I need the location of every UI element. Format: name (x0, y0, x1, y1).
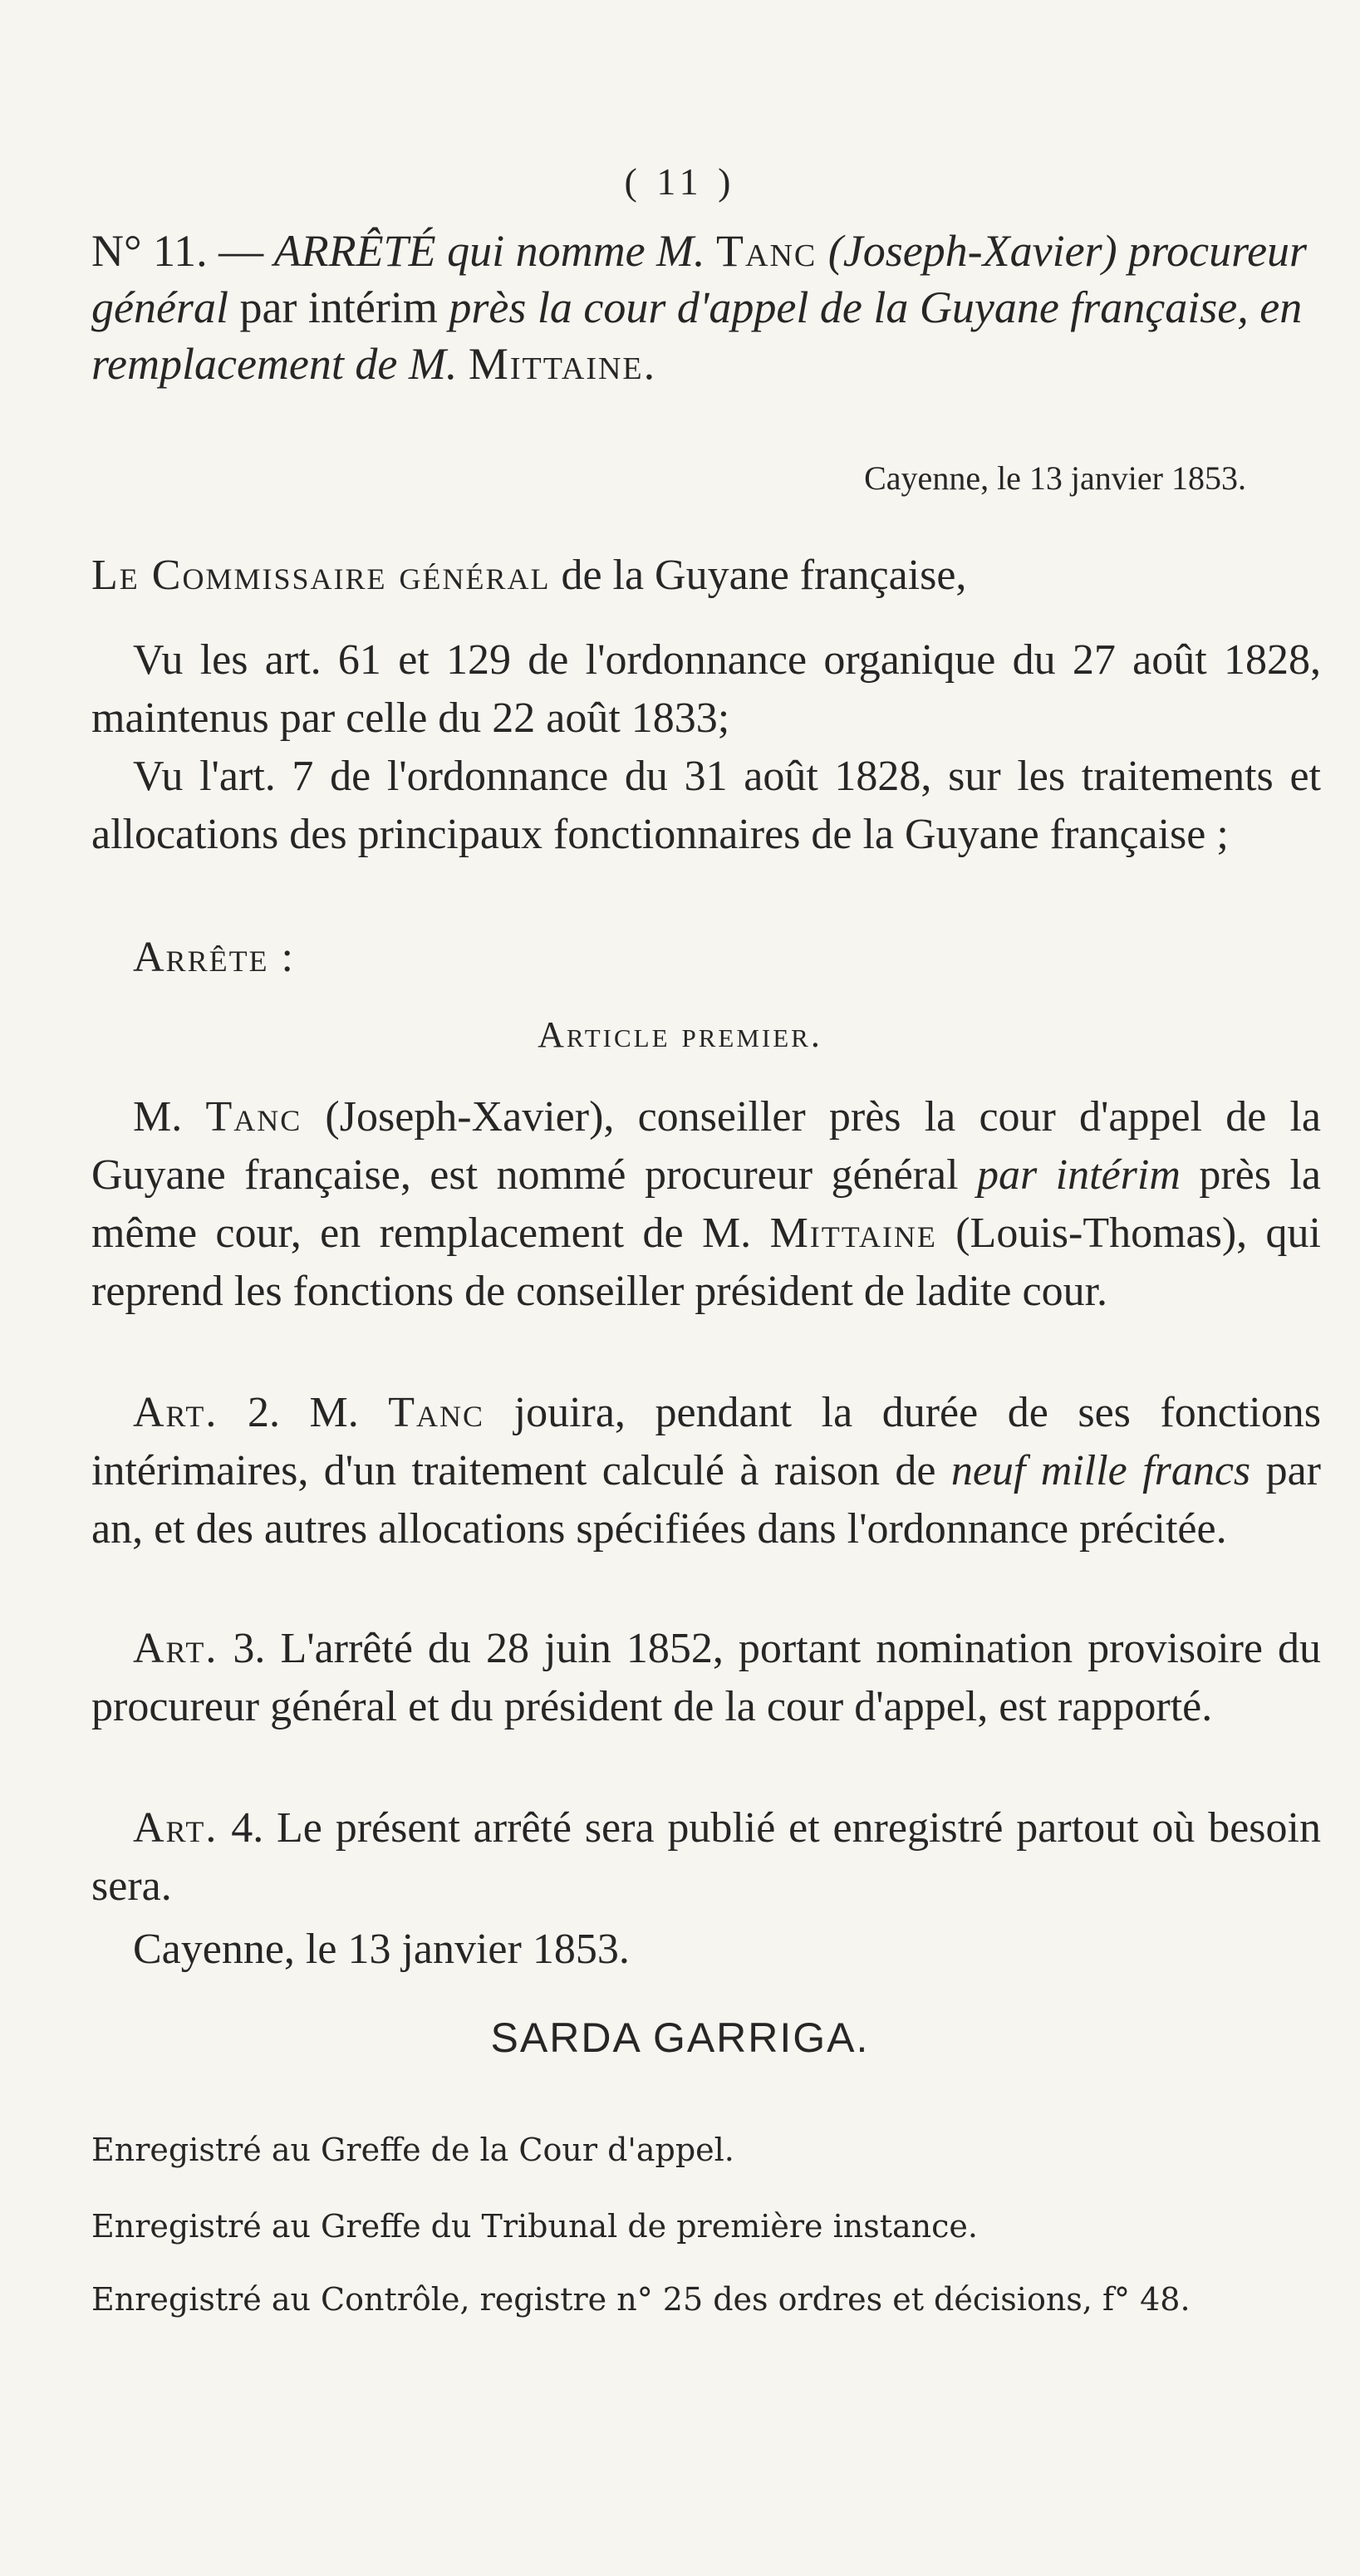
vu-paragraph-2: Vu l'art. 7 de l'ordonnance du 31 août 1828, sur les traitements et allocations des principaux fonctionnaires de la Guyane française ; (91, 753, 1321, 858)
commissaire-rest: de la Guyane française, (550, 552, 967, 599)
decree-number: N° 11. — (91, 226, 264, 276)
signature: SARDA GARRIGA. (490, 2014, 870, 2061)
art1-text-3: près la même cour, en remplacement de M. (91, 1151, 1321, 1257)
art4-text: 4. Le présent arrêté sera publié et enregistré partout où besoin sera. (91, 1804, 1321, 1910)
art2-name: Tanc (388, 1389, 485, 1436)
article-2 (91, 1384, 1321, 1558)
heading-text-2: (Joseph-Xavier) procureur général (91, 226, 1308, 332)
heading-name-2: Mittaine (468, 339, 644, 389)
art1-text-1: M. (133, 1093, 206, 1141)
footer-line-2: Enregistré au Greffe du Tribunal de première instance. (91, 2208, 978, 2245)
decree-heading (91, 223, 1321, 392)
page-number: ( 11 ) (624, 160, 736, 203)
article-4 (91, 1799, 1321, 1916)
art1-name-2: Mittaine (769, 1209, 937, 1257)
art1-text-4: (Louis-Thomas), qui reprend les fonctions de conseiller président de ladite cour. (91, 1209, 1321, 1315)
article-3 (91, 1620, 1321, 1736)
closing-date: Cayenne, le 13 janvier 1853. (133, 1926, 630, 1973)
heading-text-4: près la cour d'appel de la Guyane française, en remplacement de M. (91, 282, 1303, 389)
art2-text-3: par an, et des autres allocations spécifiées dans l'ordonnance précitée. (91, 1447, 1321, 1553)
art3-label: Art. (133, 1625, 218, 1672)
heading-text-1: ARRÊTÉ qui nomme M. (263, 226, 717, 276)
article-premier-title: Article premier. (538, 1014, 822, 1055)
heading-text-5: . (643, 339, 655, 389)
art2-label: Art. (133, 1389, 218, 1436)
commissaire-title: Le Commissaire général (91, 552, 551, 599)
art2-text-2: jouira, pendant la durée de ses fonctions intérimaires, d'un traitement calculé à raison de (91, 1389, 1321, 1494)
art1-italic: par intérim (976, 1151, 1181, 1199)
article-1 (91, 1088, 1321, 1321)
art4-label: Art. (133, 1804, 218, 1852)
heading-name-1: Tanc (716, 226, 817, 276)
art1-name-1: Tanc (205, 1093, 302, 1141)
footer-line-3: Enregistré au Contrôle, registre n° 25 des ordres et décisions, f° 48. (91, 2281, 1191, 2318)
art2-italic: neuf mille francs (950, 1447, 1251, 1494)
vu-paragraph-1: Vu les art. 61 et 129 de l'ordonnance organique du 27 août 1828, maintenus par celle du 22 août 1833; (91, 636, 1321, 742)
place-date: Cayenne, le 13 janvier 1853. (864, 459, 1246, 497)
commissaire-line (91, 547, 1321, 605)
heading-text-3: par intérim (239, 282, 438, 332)
art2-text-1: 2. M. (218, 1389, 389, 1436)
art3-text: 3. L'arrêté du 28 juin 1852, portant nomination provisoire du procureur général et du président de la cour d'appel, est rapporté. (91, 1625, 1321, 1730)
footer-line-1: Enregistré au Greffe de la Cour d'appel. (91, 2132, 734, 2168)
arrete-label: Arrête : (133, 934, 295, 981)
art1-text-2: (Joseph-Xavier), conseiller près la cour d'appel de la Guyane française, est nommé procureur général (91, 1093, 1321, 1199)
